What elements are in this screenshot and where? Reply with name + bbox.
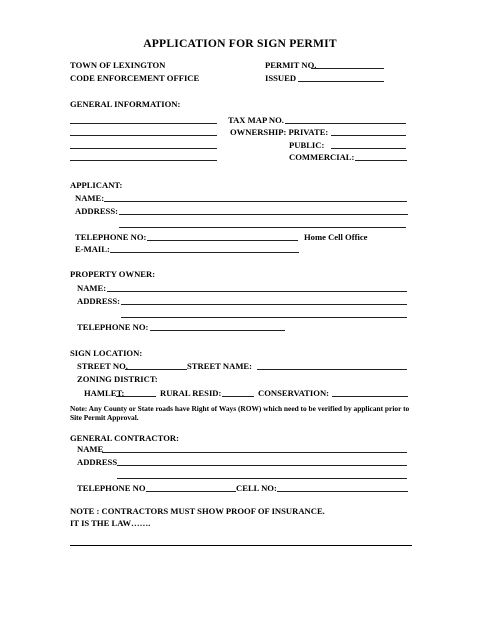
conservation-field[interactable] xyxy=(332,396,408,397)
town-name: TOWN OF LEXINGTON xyxy=(70,60,166,70)
contractor-telephone-label: TELEPHONE NO xyxy=(77,483,146,493)
contractor-address-field-2[interactable] xyxy=(117,478,407,479)
street-name-label: STREET NAME: xyxy=(187,361,253,371)
applicant-address-label: ADDRESS: xyxy=(75,206,118,216)
applicant-heading: APPLICANT: xyxy=(70,180,123,190)
contractor-name-label: NAME xyxy=(77,444,104,454)
issued-field[interactable] xyxy=(298,81,384,82)
general-info-line-1[interactable] xyxy=(70,123,217,124)
public-field[interactable] xyxy=(331,148,406,149)
applicant-telephone-field[interactable] xyxy=(147,240,298,241)
owner-address-field[interactable] xyxy=(121,304,407,305)
insurance-note-line-2: IT IS THE LAW……. xyxy=(70,518,151,528)
contractor-name-field[interactable] xyxy=(102,452,407,453)
general-info-line-2[interactable] xyxy=(70,135,217,136)
conservation-label: CONSERVATION: xyxy=(258,388,330,398)
property-owner-heading: PROPERTY OWNER: xyxy=(70,269,156,279)
permit-no-field[interactable] xyxy=(311,68,384,69)
ownership-private-label: OWNERSHIP: PRIVATE: xyxy=(230,127,329,137)
permit-no-label: PERMIT NO. xyxy=(265,60,317,70)
contractor-cell-field[interactable] xyxy=(277,491,408,492)
issued-label: ISSUED xyxy=(265,73,297,83)
sign-location-heading: SIGN LOCATION: xyxy=(70,348,143,358)
hamlet-label: HAMLET: xyxy=(84,388,125,398)
general-contractor-heading: GENERAL CONTRACTOR: xyxy=(70,433,179,443)
ownership-private-field[interactable] xyxy=(331,135,406,136)
applicant-phone-types: Home Cell Office xyxy=(304,232,368,242)
hamlet-field[interactable] xyxy=(116,396,156,397)
owner-name-label: NAME: xyxy=(77,283,107,293)
rural-resid-field[interactable] xyxy=(222,396,254,397)
applicant-address-field[interactable] xyxy=(119,214,408,215)
contractor-cell-label: CELL NO: xyxy=(236,483,277,493)
applicant-email-label: E-MAIL: xyxy=(75,244,110,254)
tax-map-label: TAX MAP NO. xyxy=(228,115,284,125)
tax-map-field[interactable] xyxy=(285,123,406,124)
contractor-address-field[interactable] xyxy=(117,465,407,466)
row-note: Note: Any County or State roads have Right of Ways (ROW) which need to be verified by applicant prior to Site Permit Approval. xyxy=(70,404,410,422)
street-name-field[interactable] xyxy=(257,369,407,370)
applicant-telephone-label: TELEPHONE NO: xyxy=(75,232,147,242)
contractor-telephone-field[interactable] xyxy=(146,491,236,492)
owner-address-field-2[interactable] xyxy=(121,317,407,318)
office-name: CODE ENFORCEMENT OFFICE xyxy=(70,73,200,83)
public-label: PUBLIC: xyxy=(289,140,325,150)
street-no-field[interactable] xyxy=(125,369,187,370)
zoning-district-label: ZONING DISTRICT: xyxy=(77,374,158,384)
bottom-rule xyxy=(70,545,412,546)
insurance-note-line-1: NOTE : CONTRACTORS MUST SHOW PROOF OF INSURANCE. xyxy=(70,506,325,516)
owner-name-field[interactable] xyxy=(107,291,407,292)
general-info-line-3[interactable] xyxy=(70,148,217,149)
applicant-name-label: NAME: xyxy=(75,193,105,203)
applicant-address-field-2[interactable] xyxy=(119,227,406,228)
general-info-line-4[interactable] xyxy=(70,160,217,161)
page-title: APPLICATION FOR SIGN PERMIT xyxy=(143,37,337,50)
rural-resid-label: RURAL RESID: xyxy=(160,388,222,398)
applicant-email-field[interactable] xyxy=(110,252,299,253)
owner-telephone-field[interactable] xyxy=(150,330,285,331)
applicant-name-field[interactable] xyxy=(104,201,407,202)
contractor-address-label: ADDRESS xyxy=(77,457,118,467)
owner-telephone-label: TELEPHONE NO: xyxy=(77,322,149,332)
commercial-field[interactable] xyxy=(355,160,407,161)
owner-address-label: ADDRESS: xyxy=(77,296,120,306)
street-no-label: STREET NO. xyxy=(77,361,128,371)
commercial-label: COMMERCIAL: xyxy=(289,152,355,162)
general-info-heading: GENERAL INFORMATION: xyxy=(70,99,181,109)
